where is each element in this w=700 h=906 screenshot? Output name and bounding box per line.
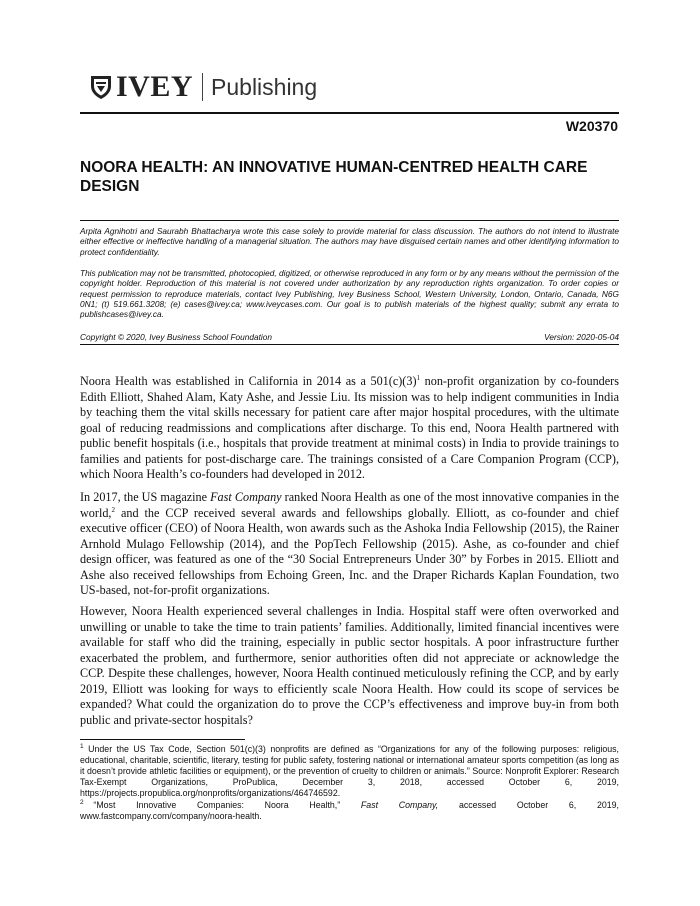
footnote-2-word: accessed (458, 800, 497, 810)
footnote-2-url: www.fastcompany.com/company/noora-health. (80, 811, 262, 821)
paragraph-1-text: Noora Health was established in California in 2014 as a 501(c)(3) (80, 374, 417, 388)
logo-divider (202, 73, 203, 101)
case-title: NOORA HEALTH: AN INNOVATIVE HUMAN-CENTRED HEALTH CARE DESIGN (80, 159, 588, 195)
footnote-1-text: Under the US Tax Code, Section 501(c)(3) nonprofits are defined as “Organizations for any of the following purposes: religious, educational, charitable, scientific, literary, testing for public safety, fostering national or international amateur sports competition (as long as it doesn’t provide athletic facilities or equipment), or the prevention of cruelty to children or animals.” Source: Nonprofit Explorer: Research Tax-Exempt Organizations, ProPublica, December 3, 2018, accessed October 6, 2019, https://projects.propublica.org/nonprofits/organizations/464746592. (80, 744, 619, 798)
disclaimer-top-rule (80, 220, 619, 221)
paragraph-2-text-cont: ranked Noora Health as one of the most innovative companies in the world, (80, 490, 620, 520)
paragraph-2-text-end: and the CCP received several awards and fellowships globally. Elliott, as co-founder and chief executive officer (CEO) of Noora Health, won awards such as the Ashoka India Fellowship (2015), the Rainer Arnhold Mulago Fellowship (2014), and the PopTech Fellowship (2015). Ashe, as co-founder and chief design officer, was featured as one of the “30 Social Entrepreneurs Under 30” by Forbes in 2015. Elliott and Ashe also received fellowships from Echoing Green, Inc. and the Draper Richards Kaplan Foundation, two US-based, not-for-profit organizations. (80, 505, 619, 597)
disclaimer-bottom-rule (80, 344, 619, 345)
rights-note: This publication may not be transmitted, photocopied, digitized, or otherwise reproduced in any form or by any means without the permission of the copyright holder. Reproduction of this material is not covered under authorization by any reproduction rights organization. To order copies or request permission to reproduce materials, contact Ivey Publishing, Ivey Business School, Western University, London, Ontario, Canada, N6G 0N1; (t) 519.661.3208; (e) cases@ivey.ca; www.iveycases.com. Our goal is to publish materials of the highest quality; submit any errata to publishcases@ivey.ca. (80, 268, 619, 320)
footnote-2-word: 2019, (596, 800, 619, 810)
version-text: Version: 2020-05-04 (544, 332, 619, 342)
footnote-ref-2: 2 (111, 505, 115, 514)
paragraph-2 (80, 490, 619, 599)
footnote-2-word: Fast (360, 800, 379, 810)
footnote-2-word: “Most (93, 800, 116, 810)
paragraph-1 (80, 374, 619, 483)
ivey-publishing-logo (90, 70, 317, 104)
brand-name: IVEY (116, 70, 194, 103)
footnote-2-line (80, 800, 619, 811)
footnote-ref-1: 1 (416, 373, 421, 382)
footnote-2-word: Noora (264, 800, 289, 810)
magazine-name: Fast Company (210, 490, 282, 504)
case-id: W20370 (565, 118, 618, 134)
footnote-rule (80, 739, 245, 740)
authors-note: Arpita Agnihotri and Saurabh Bhattacharya wrote this case solely to provide material for class discussion. The authors do not intend to illustrate either effective or ineffective handling of a managerial situation. The authors may have disguised certain names and other identifying information to protect confidentiality. (80, 226, 619, 257)
footnote-2-word: Companies: (196, 800, 244, 810)
footnote-2-word: Company, (398, 800, 439, 810)
copyright-row (80, 332, 619, 342)
copyright-text: Copyright © 2020, Ivey Business School Foundation (80, 332, 272, 342)
footnote-2-word: Health,” (309, 800, 341, 810)
footnote-1 (80, 744, 619, 799)
footnote-2-word: 6, (568, 800, 577, 810)
ivey-crest-icon (90, 74, 112, 100)
header-rule (80, 112, 619, 114)
footnote-2-word: Innovative (136, 800, 177, 810)
paragraph-3: However, Noora Health experienced several challenges in India. Hospital staff were often overworked and unwilling or unable to take the time to train patients’ families. Additionally, limited financial incentives were available for staff who did the training, especially in public sector hospitals. A poor infrastructure further exacerbated the problem, and furthermore, senior authorities often did not appreciate or acknowledge the CCP. Despite these challenges, however, Noora Health continued meticulously refining the CCP, and by early 2019, Elliott was looking for ways to efficiently scale Noora Health. How could its scope of services be expanded? What could the organization do to prove the CCP’s effectiveness and improve buy-in from both public and private-sector hospitals? (80, 604, 619, 727)
footnote-1-number: 1 (80, 743, 84, 751)
paragraph-1-text-cont: non-profit organization by co-founders Edith Elliott, Shahed Alam, Katy Ashe, and Jessie Liu. Its mission was to help indigent communities in India by teaching them the vital skills necessary for patient care after major hospital procedures, with the ultimate goal of reducing readmissions and complications after discharge. To this end, Noora Health partnered with public benefit hospitals (i.e., hospitals that provide treatment at minimal costs) in India to provide trainings to families and patients for post-discharge care. The trainings consisted of a Care Companion Program (CCP), which Noora Health’s co-founders had developed in 2012. (80, 374, 619, 481)
paragraph-2-text: In 2017, the US magazine (80, 490, 211, 504)
footnote-2-number: 2 (80, 799, 84, 807)
publisher-name: Publishing (211, 73, 318, 100)
footnote-2-word: October (516, 800, 549, 810)
